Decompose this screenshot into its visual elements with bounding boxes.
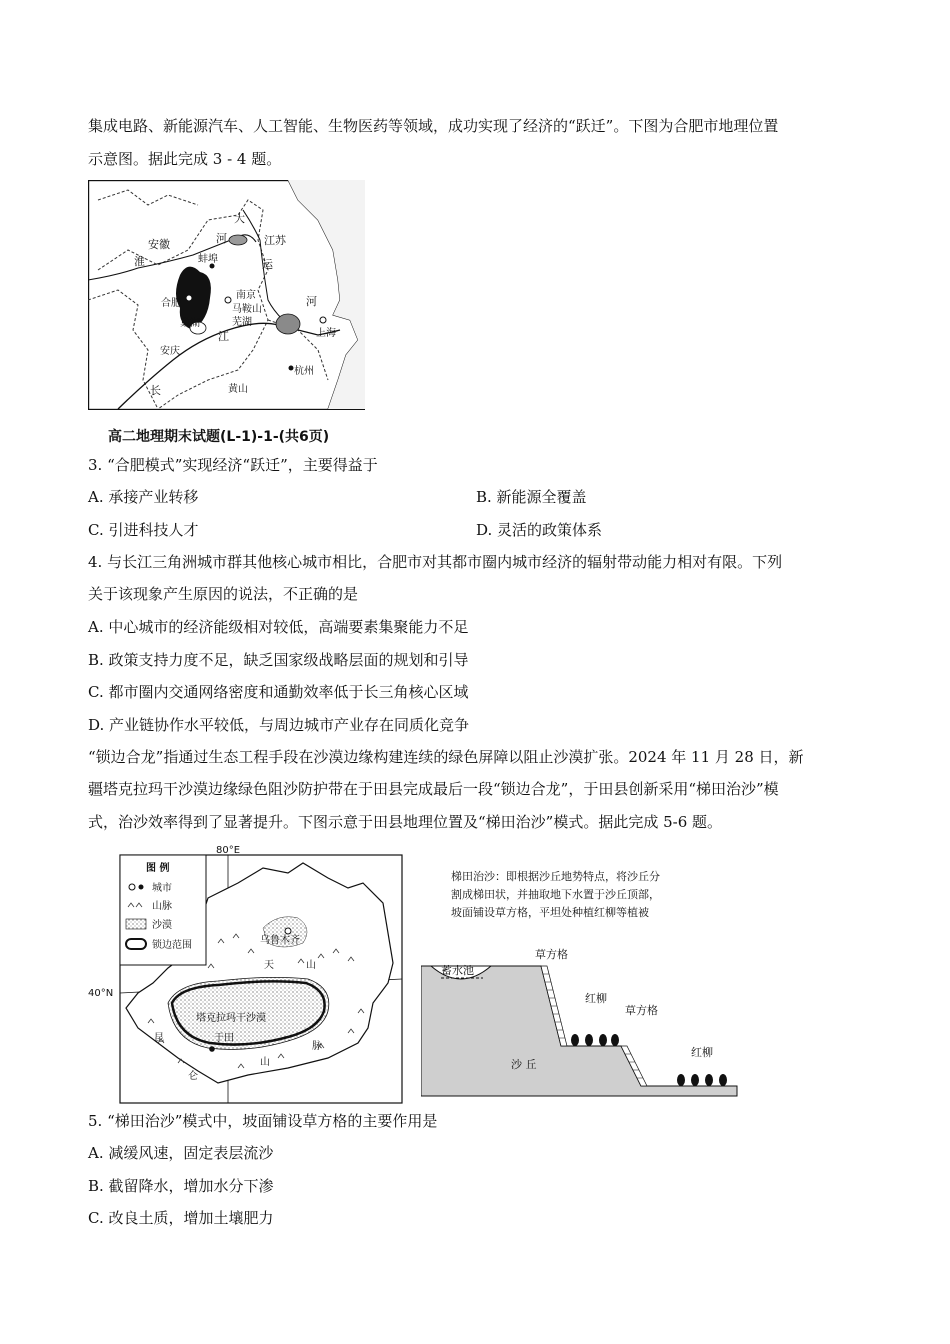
- q4-option-c: C. 都市圈内交通网络密度和通勤效率低于长三角核心区域: [88, 683, 469, 701]
- q3-option-c: C. 引进科技人才: [88, 521, 199, 539]
- map1-label-he1: 河: [216, 232, 227, 245]
- map1-label-jiang: 江: [218, 330, 229, 343]
- map2-shan2: 山: [260, 1057, 270, 1068]
- diagram-dune: 沙 丘: [511, 1058, 537, 1071]
- q3-option-b: B. 新能源全覆盖: [476, 488, 587, 506]
- map1-label-hefei: 合肥: [161, 298, 181, 309]
- map2-desert-name: 塔克拉玛干沙漠: [196, 1013, 266, 1024]
- diagram-desc-2: 割成梯田状，并抽取地下水置于沙丘顶部，: [451, 888, 660, 901]
- map1-label-he2: 河: [306, 295, 317, 308]
- q3-option-d: D. 灵活的政策体系: [476, 521, 603, 539]
- map1-label-bengbu: 蚌埠: [198, 254, 218, 265]
- q4-option-d: D. 产业链协作水平较低，与周边城市产业存在同质化竞争: [88, 716, 470, 734]
- intro-line-2: 示意图。据此完成 3 - 4 题。: [88, 150, 282, 168]
- map2-legend-boundary: 锁边范围: [152, 940, 192, 951]
- map1-label-hangzhou: 杭州: [294, 366, 314, 377]
- map2-yutian: 于田: [214, 1033, 234, 1044]
- diagram-grass-2: 草方格: [625, 1004, 658, 1017]
- map1-label-wuhu: 芜湖: [232, 317, 252, 328]
- diagram-grass-1: 草方格: [535, 948, 568, 961]
- map2-legend-city: 城市: [152, 883, 172, 894]
- q4-option-a: A. 中心城市的经济能级相对较低，高端要素集聚能力不足: [88, 618, 469, 636]
- diagram-tamarisk-2: 红柳: [691, 1046, 713, 1059]
- map1-label-anqing: 安庆: [160, 346, 180, 357]
- map1-label-shanghai: 上海: [316, 328, 336, 339]
- map1-label-nanjing: 南京: [236, 290, 256, 301]
- map1-label-huangshan: 黄山: [228, 384, 248, 395]
- diagram-tamarisk-1: 红柳: [585, 992, 607, 1005]
- hefei-location-map: [88, 180, 365, 410]
- diagram-desc-1: 梯田治沙：即根据沙丘地势特点，将沙丘分: [451, 870, 660, 883]
- q5-option-b: B. 截留降水，增加水分下渗: [88, 1177, 274, 1195]
- terrace-sand-control-diagram: [421, 862, 739, 1098]
- map1-label-jiangsu: 江苏: [264, 234, 286, 247]
- q5-stem: 5. “梯田治沙”模式中，坡面铺设草方格的主要作用是: [88, 1112, 438, 1130]
- q4-stem-2: 关于该现象产生原因的说法，不正确的是: [88, 585, 359, 603]
- q3-stem: 3. “合肥模式”实现经济“跃迁”，主要得益于: [88, 456, 378, 474]
- map2-legend-title: 图 例: [146, 863, 170, 874]
- map1-label-yun: 运: [262, 258, 273, 271]
- map2-tian: 天: [264, 960, 274, 971]
- q4-option-b: B. 政策支持力度不足，缺乏国家级战略层面的规划和引导: [88, 651, 469, 669]
- footer-caption: 高二地理期末试题(L-1)-1-(共6页): [108, 429, 330, 445]
- map2-lon-label: 80°E: [216, 845, 241, 856]
- passage2-line-1: “锁边合龙”指通过生态工程手段在沙漠边缘构建连续的绿色屏障以阻止沙漠扩张。2024 年 11 月 28 日，新: [88, 748, 804, 766]
- map2-legend-desert: 沙漠: [152, 920, 172, 931]
- q5-option-c: C. 改良土质，增加土壤肥力: [88, 1209, 274, 1227]
- map2-mai: 脉: [312, 1041, 322, 1052]
- map2-lun: 仑: [188, 1071, 198, 1082]
- map2-urumqi: 乌鲁木齐: [260, 935, 300, 946]
- map1-label-chaohu: 巢湖: [180, 318, 200, 329]
- map1-label-anhui: 安徽: [148, 238, 170, 251]
- diagram-desc-3: 坡面铺设草方格，平坦处种植红柳等植被: [451, 906, 649, 919]
- map2-kun: 昆: [154, 1033, 164, 1044]
- passage2-line-3: 式，治沙效率得到了显著提升。下图示意于田县地理位置及“梯田治沙”模式。据此完成 5-6 题。: [88, 813, 723, 831]
- map2-lat-label: 40°N: [88, 988, 114, 999]
- map1-label-maanshan: 马鞍山: [232, 304, 262, 315]
- intro-line-1: 集成电路、新能源汽车、人工智能、生物医药等领域，成功实现了经济的“跃迁”。下图为合肥市地理位置: [88, 117, 779, 135]
- map1-label-da: 大: [234, 212, 245, 225]
- q3-option-a: A. 承接产业转移: [88, 488, 199, 506]
- passage2-line-2: 疆塔克拉玛干沙漠边缘绿色阻沙防护带在于田县完成最后一段“锁边合龙”，于田县创新采用“梯田治沙”模: [88, 780, 779, 798]
- q4-stem-1: 4. 与长江三角洲城市群其他核心城市相比，合肥市对其都市圈内城市经济的辐射带动能力相对有限。下列: [88, 553, 783, 571]
- map1-label-chang: 长: [150, 384, 161, 397]
- diagram-pool: 蓄水池: [441, 964, 474, 977]
- q5-option-a: A. 减缓风速，固定表层流沙: [88, 1144, 274, 1162]
- map2-shan1: 山: [306, 960, 316, 971]
- taklimakan-map: [88, 843, 408, 1105]
- map1-label-huai: 淮: [134, 255, 145, 268]
- map2-legend-mountain: 山脉: [152, 901, 172, 912]
